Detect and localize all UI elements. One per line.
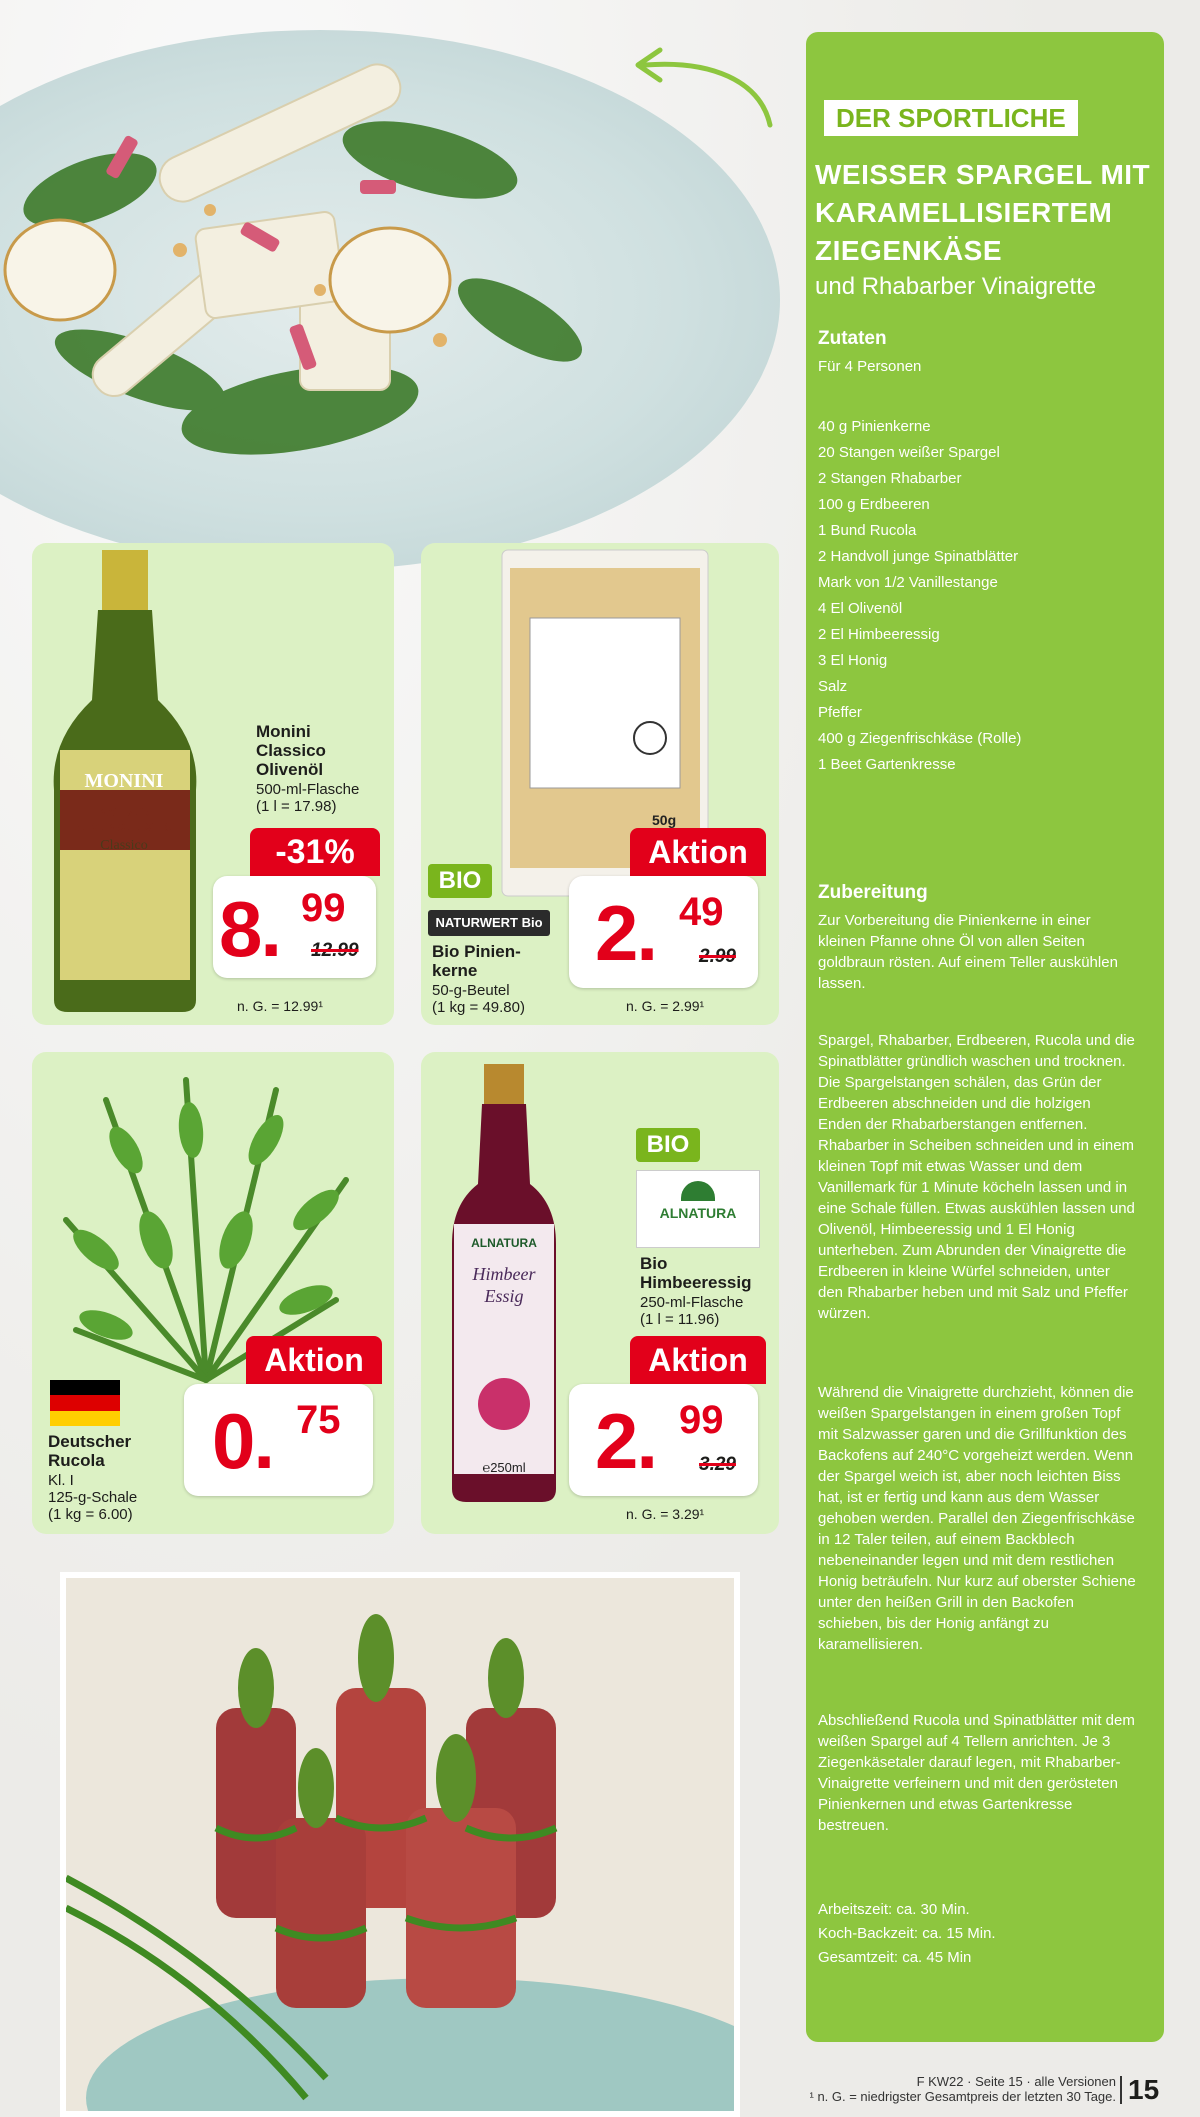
price-main: 2. (595, 889, 657, 977)
product-name: Deutscher Rucola (48, 1432, 132, 1470)
page-number: 15 (1128, 2074, 1160, 2105)
product-name: Bio Pinien- kerne (432, 942, 521, 980)
recipe-tag: DER SPORTLICHE (824, 100, 1078, 136)
bio-badge: BIO (428, 864, 492, 898)
lowest-price-note: n. G. = 3.29¹ (626, 1506, 705, 1522)
ingredient-item: 20 Stangen weißer Spargel (818, 444, 1000, 461)
sun-icon (681, 1181, 715, 1201)
bottle-label-line: Himbeer (472, 1264, 536, 1284)
ingredient-item: 3 El Honig (818, 652, 888, 669)
bottle-label-line: Essig (484, 1286, 524, 1306)
asparagus-rolls-image (60, 1572, 740, 2117)
bottle-label-line: Classico (100, 838, 148, 853)
price-cents: 99 (301, 886, 346, 930)
old-price: 3.29 (699, 1454, 736, 1475)
ingredient-item: Mark von 1/2 Vanillestange (818, 574, 998, 591)
price-main: 0. (212, 1397, 274, 1485)
price-cents: 49 (679, 890, 724, 934)
alnatura-logo: ALNATURA (636, 1170, 760, 1248)
ingredient-item: 2 Handvoll junge Spinatblätter (818, 548, 1019, 565)
bottle-label-line: OLIVENÖL EXTRA (71, 820, 177, 834)
bottle-brand-text: MONINI (84, 770, 164, 792)
ingredient-item: 100 g Erdbeeren (818, 496, 930, 513)
preparation-step: Während die Vinaigrette durchzieht, können die weißen Spargelstangen in einem großen Topf mit Salzwasser garen und die Grillfunktion des Backofens auf 240°C vorgeheizt werden. Wenn der Spargel weich ist, aber noch leichten Biss hat, ist er fertig und kann aus dem Wasser gehoben werden. Parallel den Ziegenfrischkäse in 12 Taler teilen, auf einem Backblech nebeneinander legen und mit dem restlichen Honig beträufeln. Nur kurz auf oberster Schiene unter den heißen Grill in den Backofen schieben, bis der Honig anfängt zu karamellisieren. (818, 1384, 1136, 1653)
preparation-heading: Zubereitung (818, 882, 928, 903)
price-main: 2. (595, 1397, 657, 1485)
bottle-label-line: ℮250ml (482, 1460, 526, 1475)
preparation-step: Zur Vorbereitung die Pinienkerne in einer kleinen Pfanne ohne Öl von allen Seiten goldbraun rösten. Auf einem Teller auskühlen lassen. (818, 912, 1118, 992)
ingredient-item: 2 El Himbeeressig (818, 626, 940, 643)
ingredient-item: 4 El Olivenöl (818, 600, 903, 617)
recipe-title: WEISSER SPARGEL MIT KARAMELLISIERTEM ZIEGENKÄSE (815, 159, 1151, 266)
price-box (569, 876, 758, 988)
footer-notes: F KW22 · Seite 15 · alle Versionen ¹ n. G. = niedrigster Gesamtpreis der letzten 30 Tage. (809, 2074, 1116, 2104)
price-box (213, 876, 376, 978)
ingredient-item: 40 g Pinienkerne (818, 418, 931, 435)
ingredient-item: Pfeffer (818, 704, 862, 721)
old-price: 2.99 (699, 946, 736, 967)
ingredient-list (818, 414, 1158, 778)
recipe-subtitle: und Rhabarber Vinaigrette (815, 273, 1097, 300)
ingredient-item: 2 Stangen Rhabarber (818, 470, 962, 487)
ingredients-heading: Zutaten (818, 328, 887, 349)
ingredient-item: 1 Beet Gartenkresse (818, 756, 956, 773)
price-box (184, 1384, 373, 1496)
bottle-brand-text: ALNATURA (471, 1236, 537, 1250)
old-price: 12.99 (311, 940, 359, 961)
preparation-step: Spargel, Rhabarber, Erdbeeren, Rucola und die Spinatblätter gründlich waschen und trocknen. Die Spargelstangen schälen, das Grün der Erdbeeren abschneiden und die holzigen Enden der Rhabarberstangen entfernen. Rhabarber in Scheiben schneiden und in einem kleinen Topf mit etwas Wasser und dem Vanillemark für 1 Minute köcheln lassen und in eine Schale füllen. Etwas auskühlen lassen und Olivenöl, Himbeeressig und 1 El Honig unterheben. Zum Abrunden der Vinaigrette die Erdbeeren in kleine Würfel schneiden, unter den Rhabarber heben und mit Salz und Pfeffer würzen. (818, 1032, 1135, 1322)
discount-badge: -31% (250, 828, 380, 876)
price-box (569, 1384, 758, 1496)
product-description: 250-ml-Flasche (1 l = 11.96) (640, 1294, 744, 1328)
asparagus-rolls-illustration (66, 1578, 736, 2117)
price-cents: 75 (296, 1398, 341, 1442)
servings: Für 4 Personen (818, 358, 922, 375)
ingredient-item: 400 g Ziegenfrischkäse (Rolle) (818, 730, 1022, 747)
aktion-badge: Aktion (630, 828, 766, 876)
product-description: Kl. I 125-g-Schale (1 kg = 6.00) (48, 1472, 138, 1523)
lowest-price-note: n. G. = 2.99¹ (626, 998, 705, 1014)
product-description: 50-g-Beutel (1 kg = 49.80) (432, 982, 525, 1016)
preparation-step: Abschließend Rucola und Spinatblätter mit dem weißen Spargel auf 4 Tellern anrichten. Je 3 Ziegenkäsetaler darauf legen, mit Rhabarber-Vinaigrette verfeinern und mit den gerösteten Pinienkernen und etwas Gartenkresse bestreuen. (818, 1712, 1135, 1834)
salad-illustration (0, 30, 640, 570)
bio-badge: BIO (636, 1128, 700, 1162)
price-cents: 99 (679, 1398, 724, 1442)
aktion-badge: Aktion (246, 1336, 382, 1384)
bottle-label-line: NATIVES (98, 805, 150, 819)
germany-flag-icon (50, 1380, 120, 1426)
product-name: Monini Classico Olivenöl (256, 722, 326, 779)
lowest-price-note: n. G. = 12.99¹ (237, 998, 323, 1014)
product-description: 500-ml-Flasche (1 l = 17.98) (256, 781, 360, 815)
bag-weight-label: 50g (652, 812, 677, 828)
naturwert-logo: NATURWERT Bio (428, 910, 550, 936)
ingredient-item: Salz (818, 678, 848, 695)
curved-arrow-icon (620, 40, 780, 130)
time-info: Arbeitszeit: ca. 30 Min. Koch-Backzeit: ca. 15 Min. Gesamtzeit: ca. 45 Min (818, 1901, 996, 1966)
product-name: Bio Himbeeressig (640, 1254, 752, 1292)
ingredient-item: 1 Bund Rucola (818, 522, 917, 539)
aktion-badge: Aktion (630, 1336, 766, 1384)
price-main: 8. (219, 885, 281, 973)
footer-divider (1120, 2076, 1122, 2104)
